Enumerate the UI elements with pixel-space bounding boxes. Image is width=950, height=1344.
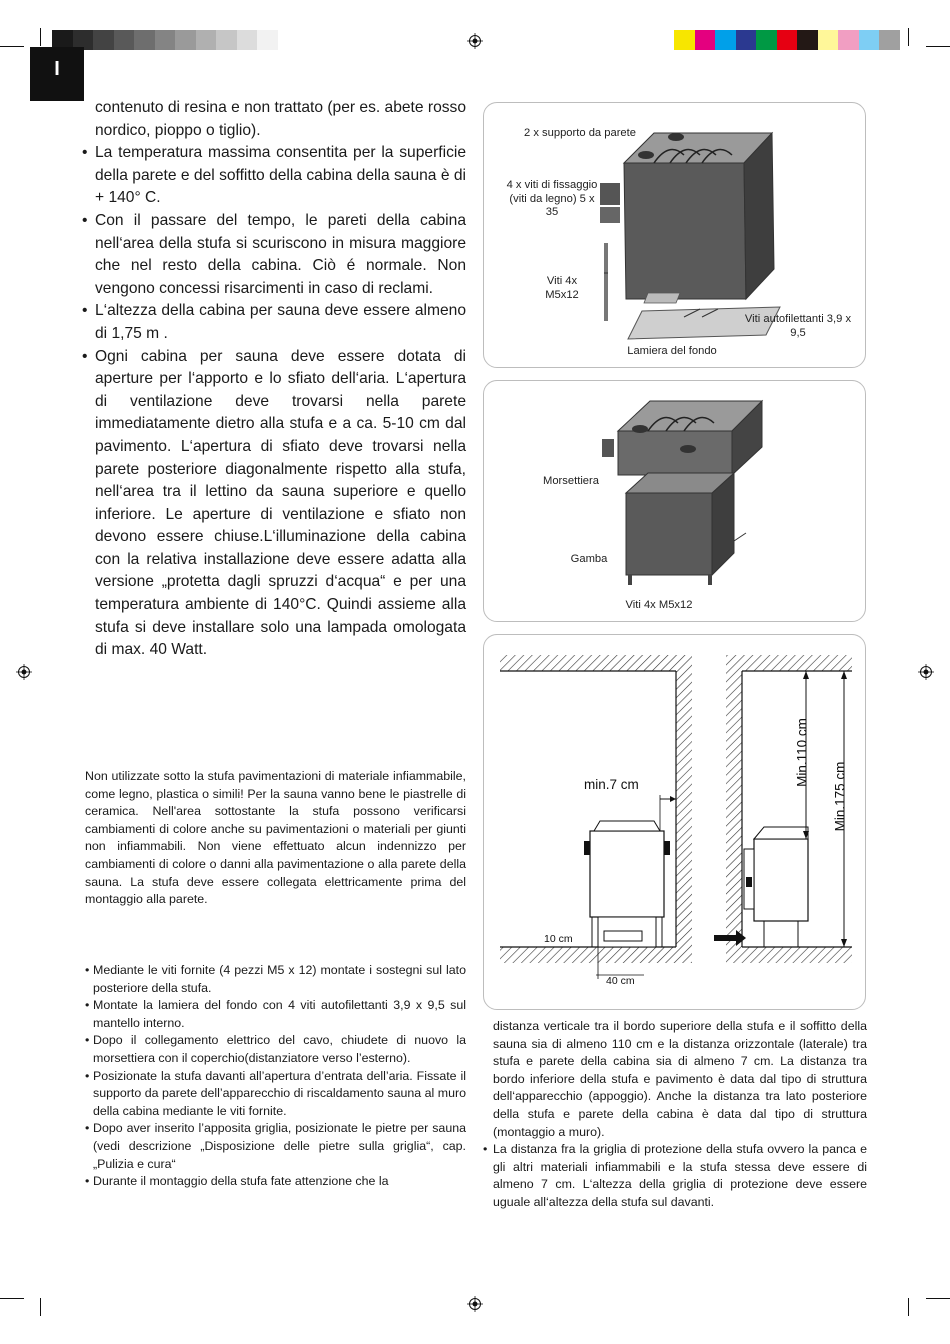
stove-on-legs-illustration — [484, 381, 865, 621]
label-wall-supports: 2 x supporto da parete — [524, 127, 636, 139]
list-item: • La temperatura massima consentita per la superficie della parete e del soffitto della cabina della sauna è di + 140° C. — [82, 142, 466, 210]
color-swatch — [859, 30, 880, 50]
gray-swatch — [175, 30, 196, 50]
registration-mark-icon — [918, 664, 934, 680]
gray-swatch — [155, 30, 176, 50]
color-swatch — [838, 30, 859, 50]
language-section-tab: I — [30, 47, 84, 101]
list-item: • La distanza fra la griglia di protezione della stufa ovvero la panca e gli altri materiali infiammabili e la stufa stessa deve essere di almeno 7 cm. L‘altezza della griglia di protezione deve essere uguale all‘altezza della stufa sul davanti. — [483, 1141, 867, 1211]
gray-swatch — [216, 30, 237, 50]
list-item: • Dopo aver inserito l’apposita griglia, posizionate le pietre per sauna (vedi descrizione „Disposizione delle pietre sulla griglia“, cap. „Pulizia e cura“ — [85, 1120, 466, 1173]
gray-swatch — [237, 30, 258, 50]
gray-swatch — [114, 30, 135, 50]
intro-paragraph: contenuto di resina e non trattato (per es. abete rosso nordico, pioppo o tiglio). — [95, 99, 467, 139]
label-top-clearance: Min.110 cm — [794, 718, 810, 787]
list-item: • Con il passare del tempo, le pareti della cabina nell‘area della stufa si scuriscono in misura maggiore che nel resto della cabina. Ciò é normale. Non vengono concessi risarcimenti in caso di reclami. — [82, 210, 466, 300]
gray-swatch — [196, 30, 217, 50]
list-item: • Dopo il collegamento elettrico del cavo, chiudete di nuovo la morsettiera con il coperchio(distanziatore verso l’esterno). — [85, 1032, 466, 1067]
gray-swatch — [93, 30, 114, 50]
color-swatch — [715, 30, 736, 50]
registration-mark-icon — [16, 664, 32, 680]
color-swatch — [818, 30, 839, 50]
color-swatch — [736, 30, 757, 50]
label-bottom-plate: Lamiera del fondo — [627, 345, 717, 357]
label-floor-gap: 10 cm — [544, 933, 573, 945]
color-swatch — [879, 30, 900, 50]
figure-stand-assembly — [483, 380, 866, 622]
clearance-diagram — [484, 635, 865, 1009]
label-self-tapping-screws: Viti autofilettanti 3,9 x 9,5 — [744, 313, 852, 339]
continuation-paragraph: distanza verticale tra il bordo superiore della stufa e il soffitto della sauna sia di almeno 110 cm e la distanza orizzontale (laterale) tra stufa e parete della cabina sia di almeno 7 cm. La distanza tra bordo inferiore della stufa e pavimento è data dal tipo di struttura dell‘apparecchio (appoggio). Anche la distanza tra lato posteriore della stufa e parete della cabina è data dal tipo di struttura (montaggio a muro). — [493, 1019, 867, 1139]
label-cabin-height: Min.175 cm — [832, 761, 848, 832]
label-terminal-box: Morsettiera — [543, 475, 599, 487]
mounting-steps-list — [85, 962, 466, 1191]
grayscale-color-bar — [52, 30, 278, 50]
floor-paragraph: Non utilizzate sotto la stufa pavimentazioni di materiale infiammabile, come legno, plastica o simili! Per la sauna vanno bene le piastrelle di ceramica. Nell'area sottostante la stufa possono verificarsi cambiamenti di colore anche su pavimentazioni o materiali per giunti non infiammabili. Non viene effettuato alcun indennizzo per cambiamenti di colore o danni alla pavimentazione o alla parete della sauna. La stufa deve essere collegata elettricamente prima del montaggio alla parete. — [85, 769, 466, 907]
figure-clearances — [483, 634, 866, 1010]
color-swatch — [674, 30, 695, 50]
clearance-list — [483, 1141, 867, 1211]
gray-swatch — [134, 30, 155, 50]
process-color-bar — [674, 30, 900, 50]
list-item: • Durante il montaggio della stufa fate attenzione che la — [85, 1173, 466, 1191]
color-swatch — [797, 30, 818, 50]
main-text-column — [82, 97, 466, 662]
gray-swatch — [257, 30, 278, 50]
list-item: • Montate la lamiera del fondo con 4 viti autofilettanti 3,9 x 9,5 sul mantello interno. — [85, 997, 466, 1032]
list-item: • Posizionate la stufa davanti all’apertura d’entrata dell’aria. Fissate il supporto da parete dell’apparecchio di riscaldamento sauna al muro della cabina mediante le viti fornite. — [85, 1068, 466, 1121]
list-item: • Mediante le viti fornite (4 pezzi M5 x 12) montate i sostegni sul lato posteriore della stufa. — [85, 962, 466, 997]
color-swatch — [777, 30, 798, 50]
right-text-column — [483, 1018, 867, 1212]
figure-wall-mount-parts — [483, 102, 866, 368]
label-screws-m5: Viti 4x M5x12 — [545, 275, 579, 301]
registration-mark-icon — [467, 1296, 483, 1312]
registration-mark-icon — [467, 33, 483, 49]
label-fixing-screws: 4 x viti di fissaggio (viti da legno) 5 x 35 — [506, 179, 598, 218]
list-item: • L‘altezza della cabina per sauna deve essere almeno di 1,75 m . — [82, 300, 466, 345]
label-leg: Gamba — [570, 553, 608, 565]
label-front-gap: 40 cm — [606, 975, 635, 987]
list-item: • Ogni cabina per sauna deve essere dotata di aperture per l‘apporto e lo sfiato dell‘aria. L‘apertura di ventilazione deve trovarsi nella parete immediatamente dietro alla stufa e a ca. 5-10 cm dal pavimento. L‘apertura di sfiato deve trovarsi nella parete posteriore diagonalmente rispetto alla stufa, nell‘area tra il lettino da sauna superiore e quello inferiore. Le aperture di ventilazione e sfiato non devono essere chiuse.L‘illuminazione della cabina con la relativa installazione deve essere adatta alla versione „protetta dagli spruzzi d‘acqua“ e per una temperatura ambiente di 140°C. Quindi assieme alla stufa si deve installare solo una lampada omologata di max. 40 Watt. — [82, 346, 466, 662]
requirements-list — [82, 142, 466, 662]
color-swatch — [695, 30, 716, 50]
label-side-clearance: min.7 cm — [584, 777, 639, 792]
color-swatch — [756, 30, 777, 50]
label-screws: Viti 4x M5x12 — [625, 599, 693, 611]
